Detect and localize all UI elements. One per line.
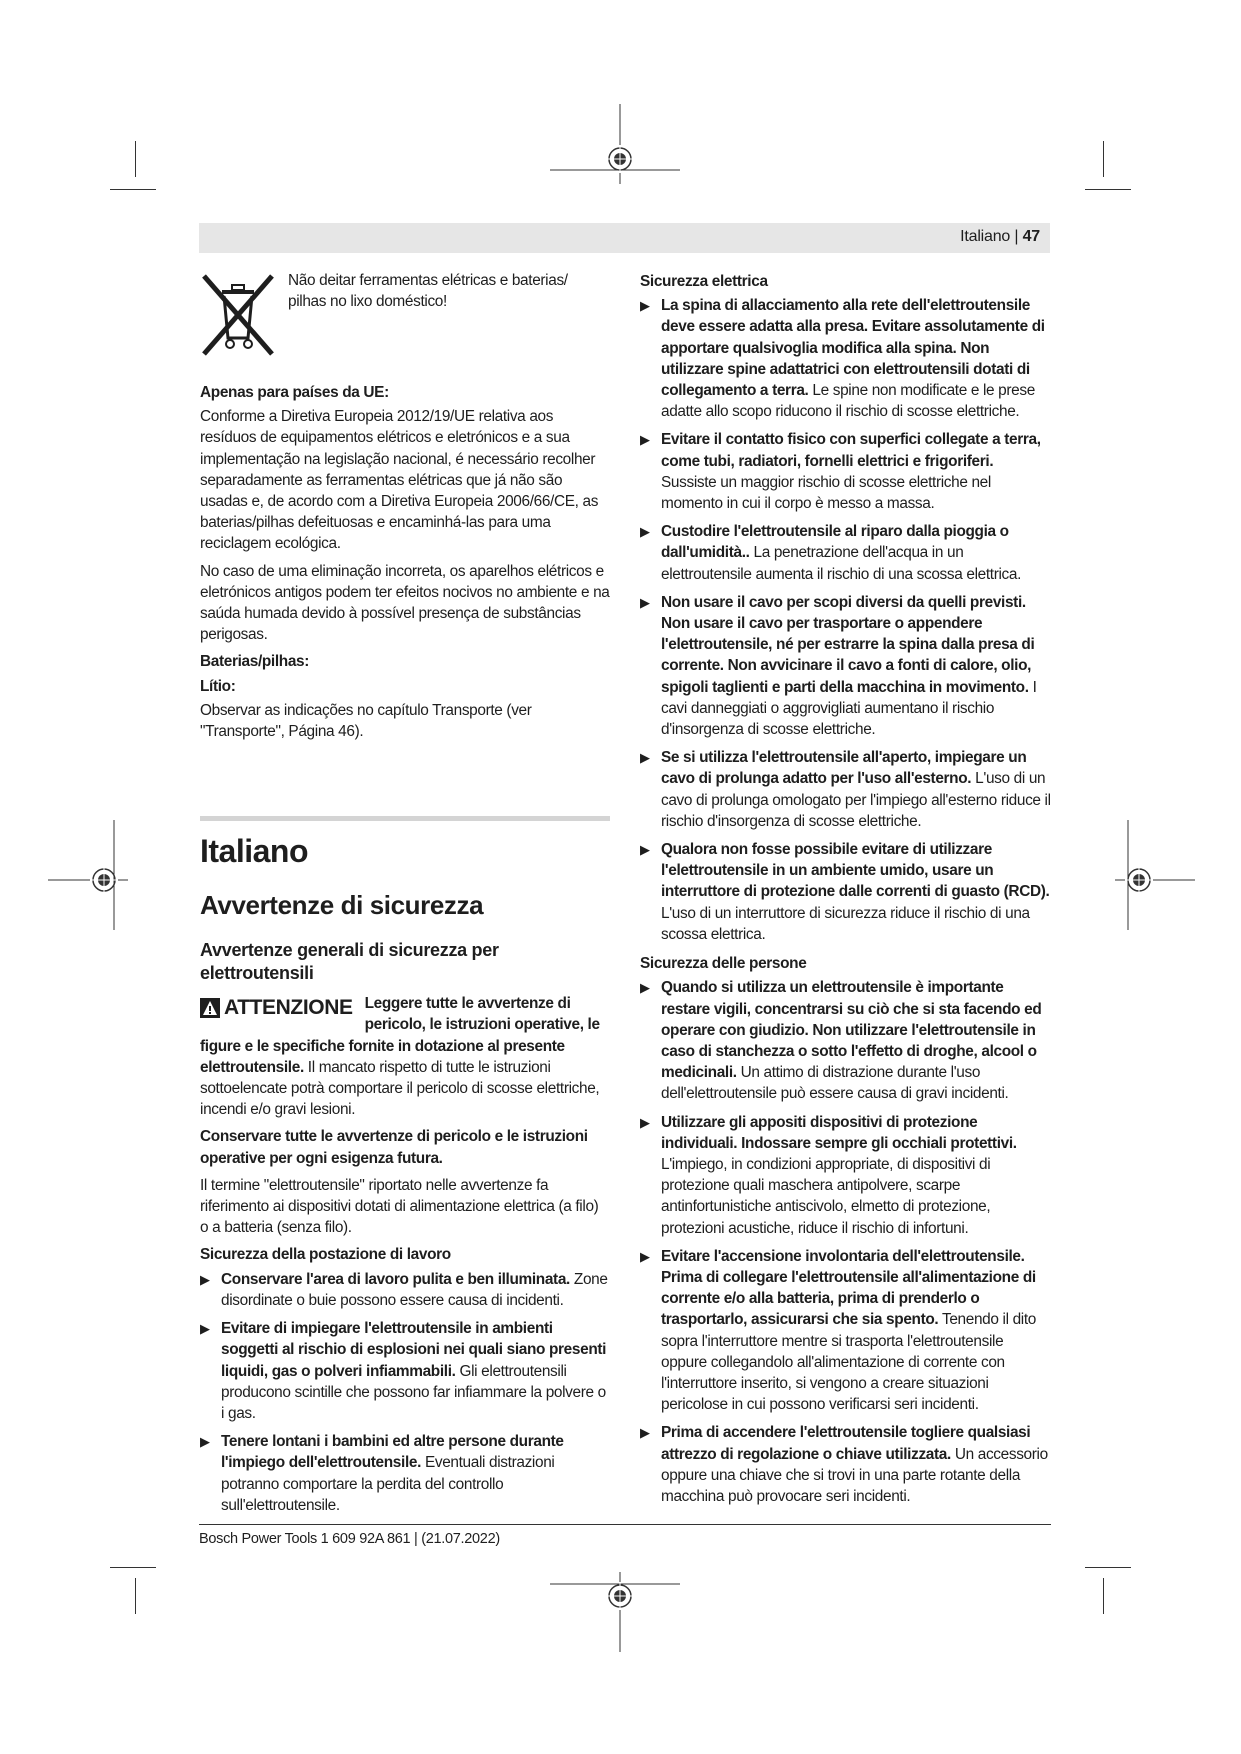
weee-notice <box>200 270 610 360</box>
left-column <box>200 270 610 1523</box>
bullet-arrow-icon: ▶ <box>640 1425 650 1441</box>
list-item-bold: Utilizzare gli appositi dispositivi di protezione individuali. Indossare sempre gli occhiali protettivi. <box>661 1113 1017 1152</box>
lithium-heading: Lítio: <box>200 677 236 695</box>
bullet-arrow-icon: ▶ <box>640 750 650 766</box>
page-number: 47 <box>1022 228 1040 245</box>
list-item <box>640 839 1051 945</box>
registration-mark-right <box>1115 820 1195 940</box>
list-item <box>200 1318 610 1424</box>
list-item <box>640 747 1051 832</box>
list-item-text: Tenendo il dito sopra l'interruttore mentre si trasporta l'elettroutensile oppure collegandolo all'alimentazione di corrente con l'interruttore inserito, si vengono a creare situazioni pericolose in cui possono verificarsi seri incidenti. <box>661 1311 1036 1414</box>
electrical-safety-list <box>640 295 1051 945</box>
bullet-arrow-icon: ▶ <box>640 432 650 448</box>
list-item <box>640 295 1051 422</box>
section-divider <box>200 816 610 821</box>
eu-paragraph-1: Conforme a Diretiva Europeia 2012/19/UE relativa aos resíduos de equipamentos elétricos e eletrónicos e a sua implementação na legislação nacional, é necessário recolher separadamente as ferramentas elétricas que já não são usadas e, de acordo com a Diretiva Europeia 2006/66/CE, as baterias/pilhas defeituosas e encaminhá-las para uma reciclagem ecológica. <box>200 408 599 553</box>
list-item <box>640 429 1051 514</box>
list-item <box>640 592 1051 740</box>
work-area-heading: Sicurezza della postazione di lavoro <box>200 1246 451 1264</box>
list-item-bold: Conservare l'area di lavoro pulita e ben illuminata. <box>221 1270 570 1288</box>
list-item-bold: Non usare il cavo per scopi diversi da quelli previsti. Non usare il cavo per trasportare o appendere l'elettroutensile, né per estrarre la spina dalla presa di corrente. Non avvicinare il cavo a fonti di calore, olio, spigoli taglienti e parti della macchina in movimento. <box>661 593 1035 696</box>
language-title: Italiano <box>200 833 309 870</box>
list-item-bold: La spina di allacciamento alla rete dell'elettroutensile deve essere adatta alla presa. Evitare assolutamente di apportare qualsivoglia modifica alla spina. Non utilizzare spine adattatrici con elettroutensili dotati di collegamento a terra. <box>661 297 1045 400</box>
list-item-text: I cavi danneggiati o aggrovigliati aumentano il rischio d'insorgenza di scosse elettriche. <box>661 678 1037 739</box>
list-item <box>640 1112 1051 1239</box>
list-item-text: Zone disordinate o buie possono essere causa di incidenti. <box>221 1270 608 1309</box>
list-item <box>640 1246 1051 1416</box>
list-item-text: Gli elettroutensili producono scintille che possono far infiammare la polvere o i gas. <box>221 1362 606 1422</box>
subsection-title: Avvertenze generali di sicurezza per elettroutensili <box>200 940 499 984</box>
list-item <box>640 521 1051 585</box>
list-item <box>200 1269 610 1311</box>
list-item-bold: Se si utilizza l'elettroutensile all'aperto, impiegare un cavo di prolunga adatto per l'uso all'esterno. <box>661 749 1027 788</box>
list-item-text: Eventuali distrazioni potranno comportare la perdita del controllo sull'elettroutensile. <box>221 1454 555 1514</box>
header-label <box>960 228 1040 246</box>
warning-triangle-icon <box>200 998 220 1018</box>
list-item-text: L'impiego, in condizioni appropriate, di dispositivi di protezione quali maschera antipolvere, scarpe antinfortunistiche antiscivolo, elmetto di protezione, protezioni acustiche, riduce il rischio di infortuni. <box>661 1155 991 1237</box>
list-item-text: Un attimo di distrazione durante l'uso dell'elettroutensile può essere causa di gravi incidenti. <box>661 1064 1009 1103</box>
electrical-safety-heading: Sicurezza elettrica <box>640 273 768 290</box>
bullet-arrow-icon: ▶ <box>200 1271 210 1287</box>
eu-heading: Apenas para países da UE: <box>200 384 389 401</box>
bullet-arrow-icon: ▶ <box>640 1114 650 1130</box>
warning-label: ATTENZIONE <box>224 996 353 1020</box>
bullet-arrow-icon: ▶ <box>640 980 650 996</box>
list-item <box>640 977 1051 1104</box>
warning-bold-text: Leggere tutte le avvertenze di pericolo, le istruzioni operative, le figure e le specifiche fornite in dotazione al presente elettroutensile. <box>200 995 600 1076</box>
weee-text: Não deitar ferramentas elétricas e baterias/ pilhas no lixo doméstico! <box>288 272 568 311</box>
list-item-text: Un accessorio oppure una chiave che si trovi in una parte rotante della macchina può provocare seri incidenti. <box>661 1445 1048 1505</box>
personal-safety-list <box>640 977 1051 1507</box>
bullet-arrow-icon: ▶ <box>640 842 650 858</box>
batteries-heading: Baterias/pilhas: <box>200 653 310 671</box>
list-item-text: Le spine non modificate e le prese adatte allo scopo riducono il rischio di scosse elettriche. <box>661 382 1035 421</box>
header-separator: | <box>1014 228 1019 245</box>
registration-mark-bottom <box>550 1572 690 1652</box>
warning-paragraph <box>200 993 610 1120</box>
registration-mark-top <box>550 104 690 184</box>
warning-text: Il mancato rispetto di tutte le istruzioni sottoelencate potrà comportare il pericolo di scosse elettriche, incendi e/o gravi lesioni. <box>200 1058 600 1119</box>
work-area-list <box>200 1269 610 1516</box>
header-section: Italiano <box>960 228 1011 245</box>
list-item-bold: Evitare di impiegare l'elettroutensile in ambienti soggetti al rischio di esplosioni nei quali siano presenti liquidi, gas o polveri infiammabili. <box>221 1320 607 1380</box>
page-header <box>199 223 1050 253</box>
lithium-text: Observar as indicações no capítulo Transporte (ver "Transporte", Página 46). <box>200 701 532 741</box>
bullet-arrow-icon: ▶ <box>640 594 650 610</box>
bullet-arrow-icon: ▶ <box>200 1434 210 1450</box>
list-item-bold: Qualora non fosse possibile evitare di utilizzare l'elettroutensile in un ambiente umido, usare un interruttore di protezione dalle correnti di guasto (RCD). <box>661 841 1050 901</box>
footer-text: Bosch Power Tools 1 609 92A 861 | (21.07.2022) <box>199 1531 500 1547</box>
list-item-bold: Prima di accendere l'elettroutensile togliere qualsiasi attrezzo di regolazione o chiave utilizzata. <box>661 1424 1031 1463</box>
term-definition: Il termine "elettroutensile" riportato nelle avvertenze fa riferimento ai dispositivi dotati di alimentazione elettrica (a filo) o a batteria (senza filo). <box>200 1176 599 1237</box>
list-item-bold: Quando si utilizza un elettroutensile è importante restare vigili, concentrarsi su ciò che si sta facendo ed operare con giudizio. Non utilizzare l'elettroutensile in caso di stanchezza o sotto l'effetto di droghe, alcool o medicinali. <box>661 979 1042 1082</box>
personal-safety-heading: Sicurezza delle persone <box>640 955 807 973</box>
warning-badge <box>200 995 353 1021</box>
list-item-bold: Evitare il contatto fisico con superfici collegate a terra, come tubi, radiatori, fornelli elettrici e frigoriferi. <box>661 431 1041 470</box>
bullet-arrow-icon: ▶ <box>640 524 650 540</box>
list-item-text: La penetrazione dell'acqua in un elettroutensile aumenta il rischio di una scossa elettrica. <box>661 544 1022 583</box>
list-item-text: L'uso di un interruttore di sicurezza riduce il rischio di una scossa elettrica. <box>661 904 1030 943</box>
list-item-bold: Tenere lontani i bambini ed altre persone durante l'impiego dell'elettroutensile. <box>221 1433 564 1472</box>
list-item-bold: Evitare l'accensione involontaria dell'elettroutensile. Prima di collegare l'elettroutensile all'alimentazione di corrente e/o alla batteria, prima di prenderlo o trasportarlo, assicurarsi che sia spento. <box>661 1247 1036 1329</box>
crossed-out-bin-icon <box>200 272 276 358</box>
registration-mark-left <box>48 820 128 940</box>
list-item <box>640 1422 1051 1507</box>
bullet-arrow-icon: ▶ <box>640 298 650 314</box>
section-title: Avvertenze di sicurezza <box>200 890 484 921</box>
eu-paragraph-2: No caso de uma eliminação incorreta, os aparelhos elétricos e eletrónicos antigos podem ter efeitos nocivos no ambiente e na saúda humada devido à possível presença de substâncias perigosas. <box>200 562 610 644</box>
list-item-bold: Custodire l'elettroutensile al riparo dalla pioggia o dall'umidità.. <box>661 523 1009 562</box>
bullet-arrow-icon: ▶ <box>200 1321 210 1337</box>
keep-instructions: Conservare tutte le avvertenze di pericolo e le istruzioni operative per ogni esigenza futura. <box>200 1128 588 1167</box>
footer-rule <box>199 1524 1051 1525</box>
list-item-text: Sussiste un maggior rischio di scosse elettriche nel momento in cui il corpo è messo a massa. <box>661 473 991 513</box>
list-item <box>200 1431 610 1516</box>
list-item-text: L'uso di un cavo di prolunga omologato per l'impiego all'esterno riduce il rischio d'insorgenza di scosse elettriche. <box>661 770 1051 830</box>
right-column <box>640 271 1051 1514</box>
bullet-arrow-icon: ▶ <box>640 1248 650 1264</box>
